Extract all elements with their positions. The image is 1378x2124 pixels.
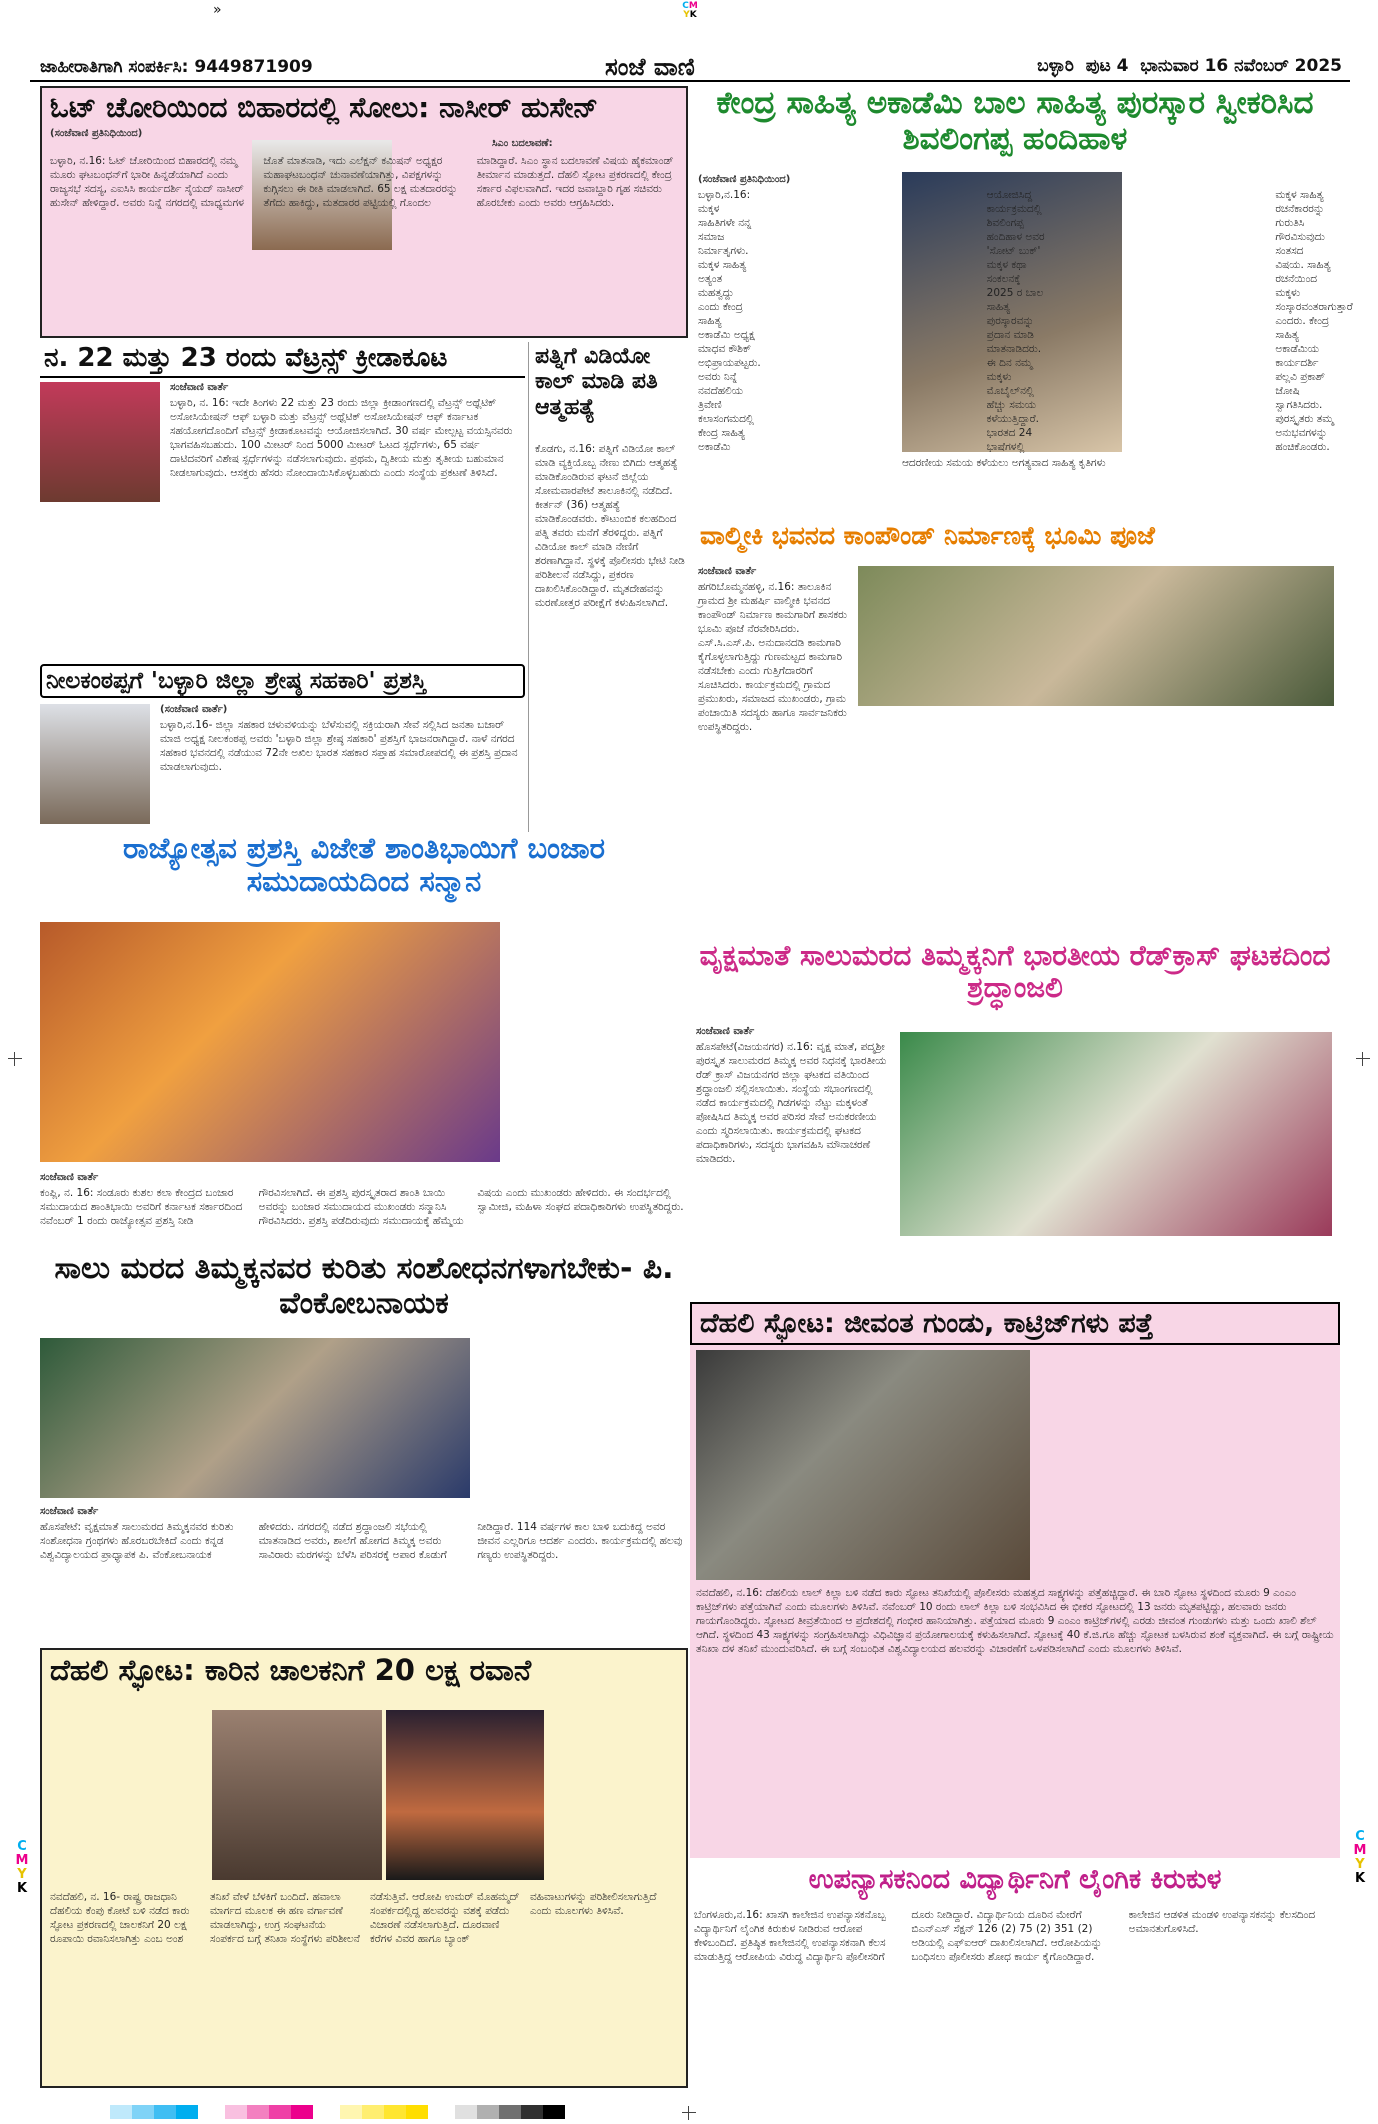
blast-night-photo [386, 1710, 544, 1880]
byline: ಸಂಜೆವಾಣಿ ವಾರ್ತೆ [696, 1026, 755, 1037]
byline: ಸಂಜೆವಾಣಿ ವಾರ್ತೆ [698, 566, 757, 577]
article-delhi-driver-money [40, 1648, 688, 2088]
headline: ದೆಹಲಿ ಸ್ಫೋಟ: ಜೀವಂತ ಗುಂಡು, ಕಾಟ್ರಿಜ್‌ಗಳು ಪತ್ತೆ [690, 1302, 1340, 1345]
article-rajyotsava-award [40, 832, 688, 1250]
article-body: ಹೊಸಪೇಟೆ(ವಿಜಯನಗರ) ನ.16: ವೃಕ್ಷ ಮಾತೆ, ಪದ್ಮಶ್ರೀ ಪುರಸ್ಕೃತ ಸಾಲುಮರದ ತಿಮ್ಮಕ್ಕ ಅವರ ನಿಧನಕ್ಕೆ ಭಾರತೀಯ ರೆಡ್ ಕ್ರಾಸ್ ವಿಜಯನಗರ ಜಿಲ್ಲಾ ಘಟಕದ ವತಿಯಿಂದ ಶ್ರದ್ಧಾಂಜಲಿ ಸಲ್ಲಿಸಲಾಯಿತು. ಸಂಸ್ಥೆಯ ಸಭಾಂಗಣದಲ್ಲಿ ನಡೆದ ಕಾರ್ಯಕ್ರಮದಲ್ಲಿ ಗಿಡಗಳನ್ನು ನೆಟ್ಟು ಮಕ್ಕಳಂತೆ ಪೋಷಿಸಿದ ತಿಮ್ಮಕ್ಕ ಅವರ ಪರಿಸರ ಸೇವೆ ಅನುಕರಣೀಯ ಎಂದು ಸ್ಮರಿಸಲಾಯಿತು. ಕಾರ್ಯಕ್ರಮದಲ್ಲಿ ಘಟಕದ ಪದಾಧಿಕಾರಿಗಳು, ಸದಸ್ಯರು ಭಾಗವಹಿಸಿ ಮೌನಾಚರಣೆ ಮಾಡಿದರು. [696, 1041, 887, 1165]
color-calibration-strip [110, 2104, 630, 2120]
felicitation-photo [40, 922, 500, 1162]
article-body: ನವದೆಹಲಿ, ನ. 16- ರಾಷ್ಟ್ರ ರಾಜಧಾನಿ ದೆಹಲಿಯ ಕೆಂಪು ಕೋಟೆ ಬಳಿ ನಡೆದ ಕಾರು ಸ್ಫೋಟ ಪ್ರಕರಣದಲ್ಲಿ ಚಾಲಕನಿಗೆ 20 ಲಕ್ಷ ರೂಪಾಯಿ ರವಾನಿಸಲಾಗಿತ್ತು ಎಂಬ ಅಂಶ ತನಿಖೆ ವೇಳೆ ಬೆಳಕಿಗೆ ಬಂದಿದೆ. ಹವಾಲಾ ಮಾರ್ಗದ ಮೂಲಕ ಈ ಹಣ ವರ್ಗಾವಣೆ ಮಾಡಲಾಗಿದ್ದು, ಉಗ್ರ ಸಂಘಟನೆಯ ಸಂಪರ್ಕದ ಬಗ್ಗೆ ತನಿಖಾ ಸಂಸ್ಥೆಗಳು ಪರಿಶೀಲನೆ ನಡೆಸುತ್ತಿವೆ. ಆರೋಪಿ ಉಮರ್ ಮೊಹಮ್ಮದ್ ಸಂಪರ್ಕದಲ್ಲಿದ್ದ ಹಲವರನ್ನು ವಶಕ್ಕೆ ಪಡೆದು ವಿಚಾರಣೆ ನಡೆಸಲಾಗುತ್ತಿದೆ. ದೂರವಾಣಿ ಕರೆಗಳ ವಿವರ ಹಾಗೂ ಬ್ಯಾಂಕ್ ವಹಿವಾಟುಗಳನ್ನು ಪರಿಶೀಲಿಸಲಾಗುತ್ತಿದೆ ಎಂದು ಮೂಲಗಳು ತಿಳಿಸಿವೆ. [50, 1891, 657, 1945]
headline: ಪತ್ನಿಗೆ ವಿಡಿಯೋ ಕಾಲ್ ಮಾಡಿ ಪತಿ ಆತ್ಮಹತ್ಯೆ [535, 344, 658, 420]
byline: ಸಂಜೆವಾಣಿ ವಾರ್ತೆ [170, 382, 229, 393]
article-lecturer-harassment [690, 1860, 1340, 2088]
article-valmiki-bhavan [690, 518, 1340, 810]
article-body: ಬೆಂಗಳೂರು,ನ.16: ಖಾಸಗಿ ಕಾಲೇಜಿನ ಉಪನ್ಯಾಸಕನೊಬ್ಬ ವಿದ್ಯಾರ್ಥಿನಿಗೆ ಲೈಂಗಿಕ ಕಿರುಕುಳ ನೀಡಿರುವ ಆರೋಪ ಕೇಳಿಬಂದಿದೆ. ಪ್ರತಿಷ್ಠಿತ ಕಾಲೇಜಿನಲ್ಲಿ ಉಪನ್ಯಾಸಕನಾಗಿ ಕೆಲಸ ಮಾಡುತ್ತಿದ್ದ ಆರೋಪಿಯ ವಿರುದ್ಧ ವಿದ್ಯಾರ್ಥಿನಿ ಪೊಲೀಸರಿಗೆ ದೂರು ನೀಡಿದ್ದಾರೆ. ವಿದ್ಯಾರ್ಥಿನಿಯ ದೂರಿನ ಮೇರೆಗೆ ಬಿಎನ್‌ಎಸ್ ಸೆಕ್ಷನ್ 126 (2) 75 (2) 351 (2) ಅಡಿಯಲ್ಲಿ ಎಫ್‌ಐಆರ್ ದಾಖಲಿಸಲಾಗಿದೆ. ಆರೋಪಿಯನ್ನು ಬಂಧಿಸಲು ಪೊಲೀಸರು ಶೋಧ ಕಾರ್ಯ ಕೈಗೊಂಡಿದ್ದಾರೆ. ಕಾಲೇಜಿನ ಆಡಳಿತ ಮಂಡಳಿ ಉಪನ್ಯಾಸಕನನ್ನು ಕೆಲಸದಿಂದ ಅಮಾನತುಗೊಳಿಸಿದೆ. [694, 1909, 1316, 1963]
headline: ಸಾಲು ಮರದ ತಿಮ್ಮಕ್ಕನವರ ಕುರಿತು ಸಂಶೋಧನಗಳಾಗಬೇಕು- ಪಿ. ವೆಂಕೋಬನಾಯಕ [54, 1251, 674, 1321]
contact-info: ಜಾಹೀರಾತಿಗಾಗಿ ಸಂಪರ್ಕಿಸಿ: 9449871909 [40, 57, 313, 77]
article-body: ನವದೆಹಲಿ, ನ.16: ದೆಹಲಿಯ ಲಾಲ್ ಕಿಲ್ಲಾ ಬಳಿ ನಡೆದ ಕಾರು ಸ್ಫೋಟ ತನಿಖೆಯಲ್ಲಿ ಪೊಲೀಸರು ಮಹತ್ವದ ಸಾಕ್ಷ್ಯಗಳನ್ನು ಪತ್ತೆಹಚ್ಚಿದ್ದಾರೆ. ಈ ಬಾರಿ ಸ್ಫೋಟ ಸ್ಥಳದಿಂದ ಮೂರು 9 ಎಂಎಂ ಕಾಟ್ರಿಜ್‌ಗಳು ಪತ್ತೆಯಾಗಿವೆ ಎಂದು ಮೂಲಗಳು ತಿಳಿಸಿವೆ. ನವೆಂಬರ್ 10 ರಂದು ಲಾಲ್ ಕಿಲ್ಲಾ ಬಳಿ ಸಂಭವಿಸಿದ ಈ ಭೀಕರ ಸ್ಫೋಟದಲ್ಲಿ 13 ಜನರು ಮೃತಪಟ್ಟಿದ್ದು, ಹಲವಾರು ಜನರು ಗಾಯಗೊಂಡಿದ್ದರು. ಸ್ಫೋಟದ ತೀವ್ರತೆಯಿಂದ ಆ ಪ್ರದೇಶದಲ್ಲಿ ಗಂಭೀರ ಹಾನಿಯಾಗಿತ್ತು. ಪತ್ತೆಯಾದ ಮೂರು 9 ಎಂಎಂ ಕಾಟ್ರಿಜ್‌ಗಳಲ್ಲಿ ಎರಡು ಜೀವಂತ ಗುಂಡುಗಳು ಮತ್ತು ಒಂದು ಖಾಲಿ ಶೆಲ್ ಆಗಿದೆ. ಸ್ಥಳದಿಂದ 43 ಸಾಕ್ಷ್ಯಗಳನ್ನು ಸಂಗ್ರಹಿಸಲಾಗಿದ್ದು ವಿಧಿವಿಜ್ಞಾನ ಪ್ರಯೋಗಾಲಯಕ್ಕೆ ಕಳುಹಿಸಲಾಗಿದೆ. ಸ್ಫೋಟಕ್ಕೆ 40 ಕೆ.ಜಿ.ಗೂ ಹೆಚ್ಚು ಸ್ಫೋಟಕ ಬಳಸಿರುವ ಶಂಕೆ ವ್ಯಕ್ತವಾಗಿದೆ. ಈ ಬಗ್ಗೆ ರಾಷ್ಟ್ರೀಯ ತನಿಖಾ ದಳ ತನಿಖೆ ಮುಂದುವರಿಸಿದೆ. ಈ ಬಗ್ಗೆ ಸಂಬಂಧಿತ ವಿಶ್ವವಿದ್ಯಾಲಯದ ಹಲವರನ್ನು ವಿಚಾರಣೆಗೆ ಒಳಪಡಿಸಲಾಗಿದೆ ಎಂದು ಮೂಲಗಳು ತಿಳಿಸಿವೆ. [696, 1587, 1334, 1655]
article-body-a: ಹಗರಿಬೊಮ್ಮನಹಳ್ಳಿ, ನ.16: ತಾಲೂಕಿನ ಗ್ರಾಮದ ಶ್ರೀ ಮಹರ್ಷಿ ವಾಲ್ಮೀಕಿ ಭವನದ ಕಾಂಪೌಂಡ್ ನಿರ್ಮಾಣ ಕಾಮಗಾರಿಗೆ ಶಾಸಕರು ಭೂಮಿ ಪೂಜೆ ನೆರವೇರಿಸಿದರು. ಎಸ್.ಸಿ.ಎಸ್.ಪಿ. ಅನುದಾನದಡಿ ಕಾಮಗಾರಿ ಕೈಗೊಳ್ಳಲಾಗುತ್ತಿದ್ದು ಗುಣಮಟ್ಟದ ಕಾಮಗಾರಿ ನಡೆಸಬೇಕು ಎಂದು ಗುತ್ತಿಗೆದಾರರಿಗೆ ಸೂಚಿಸಿದರು. ಕಾರ್ಯಕ್ರಮದಲ್ಲಿ ಗ್ರಾಮದ ಪ್ರಮುಖರು, ಸಮಾಜದ ಮುಖಂಡರು, ಗ್ರಾಮ ಪಂಚಾಯಿತಿ ಸದಸ್ಯರು ಹಾಗೂ ಸಾರ್ವಜನಿಕರು ಉಪಸ್ಥಿತರಿದ್ದರು. [698, 581, 847, 733]
tribute-photo [900, 1032, 1332, 1236]
article-body: ಬಳ್ಳಾರಿ,ನ.16: ಮಕ್ಕಳ ಸಾಹಿತಿಗಳೇ ನನ್ನ ಸಮಾಜ ನಿರ್ಮಾತೃಗಳು. ಮಕ್ಕಳ ಸಾಹಿತ್ಯ ಅತ್ಯಂತ ಮಹತ್ವದ್ದು ಎಂದು ಕೇಂದ್ರ ಸಾಹಿತ್ಯ ಅಕಾಡೆಮಿ ಅಧ್ಯಕ್ಷ ಮಾಧವ ಕೌಶಿಕ್ ಅಭಿಪ್ರಾಯಪಟ್ಟರು. ಅವರು ನಿನ್ನೆ ನವದೆಹಲಿಯ ತ್ರಿವೇಣಿ ಕಲಾಸಂಗಮದಲ್ಲಿ ಕೇಂದ್ರ ಸಾಹಿತ್ಯ ಅಕಾಡೆಮಿ ಆಯೋಜಿಸಿದ್ದ ಕಾರ್ಯಕ್ರಮದಲ್ಲಿ ಶಿವಲಿಂಗಪ್ಪ ಹಂದಿಹಾಳ ಅವರ 'ಸೋಟ್ ಬುಕ್' ಮಕ್ಕಳ ಕಥಾ ಸಂಕಲನಕ್ಕೆ 2025 ರ ಬಾಲ ಸಾಹಿತ್ಯ ಪುರಸ್ಕಾರವನ್ನು ಪ್ರದಾನ ಮಾಡಿ ಮಾತನಾಡಿದರು. ಈ ದಿನ ನಮ್ಮ ಮಕ್ಕಳು ಮೊಬೈಲ್‌ನಲ್ಲಿ ಹೆಚ್ಚು ಸಮಯ ಕಳೆಯುತ್ತಿದ್ದಾರೆ. ಭಾರತದ 24 ಭಾಷೆಗಳಲ್ಲಿ ಮಕ್ಕಳ ಸಾಹಿತ್ಯ ರಚನೆಕಾರರನ್ನು ಗುರುತಿಸಿ ಗೌರವಿಸುವುದು ಸಂತಸದ ವಿಷಯ. ಸಾಹಿತ್ಯ ರಚನೆಯಿಂದ ಮಕ್ಕಳು ಸಂಸ್ಕಾರವಂತರಾಗುತ್ತಾರೆ ಎಂದರು. ಕೇಂದ್ರ ಸಾಹಿತ್ಯ ಅಕಾಡೆಮಿಯ ಕಾರ್ಯದರ್ಶಿ ಪಲ್ಲವಿ ಪ್ರಕಾಶ್ ಜೋಷಿ ಸ್ವಾಗತಿಸಿದರು. ಪುರಸ್ಕೃತರು ತಮ್ಮ ಅನುಭವಗಳನ್ನು ಹಂಚಿಕೊಂಡರು. [698, 189, 1353, 453]
headline: ನೀಲಕಂಠಪ್ಪಗೆ 'ಬಳ್ಳಾರಿ ಜಿಲ್ಲಾ ಶ್ರೇಷ್ಠ ಸಹಕಾರಿ' ಪ್ರಶಸ್ತಿ [40, 664, 525, 698]
article-redcross-tribute [690, 940, 1340, 1280]
headline: ದೆಹಲಿ ಸ್ಫೋಟ: ಕಾರಿನ ಚಾಲಕನಿಗೆ 20 ಲಕ್ಷ ರವಾನೆ [50, 1653, 532, 1687]
article-best-cooperator [40, 664, 525, 829]
article-body: ಬಳ್ಳಾರಿ, ನ.16: ಓಟ್ ಚೋರಿಯಿಂದ ಬಿಹಾರದಲ್ಲಿ ನಮ್ಮ ಮೂರು ಘಟಬಂಧನ್‌ಗೆ ಭಾರೀ ಹಿನ್ನಡೆಯಾಗಿದೆ ಎಂದು ರಾಜ್ಯಸಭೆ ಸದಸ್ಯ, ಎಐಸಿಸಿ ಕಾರ್ಯದರ್ಶಿ ಸೈಯದ್ ನಾಸೀರ್ ಹುಸೇನ್ ಹೇಳಿದ್ದಾರೆ. ಅವರು ನಿನ್ನೆ ನಗರದಲ್ಲಿ ಮಾಧ್ಯಮಗಳ ಜೊತೆ ಮಾತನಾಡಿ, ಇದು ಎಲೆಕ್ಷನ್ ಕಮಿಷನ್ ಅಧ್ಯಕ್ಷರ ಮಹಾಘಟಬಂಧನ್ ಚುನಾವಣೆಯಾಗಿತ್ತು, ವಿಪಕ್ಷಗಳನ್ನು ಕುಗ್ಗಿಸಲು ಈ ರೀತಿ ಮಾಡಲಾಗಿದೆ. 65 ಲಕ್ಷ ಮತದಾರರನ್ನು ತೆಗೆದು ಹಾಕಿದ್ದು, ಮತದಾರರ ಪಟ್ಟಿಯಲ್ಲಿ ಗೊಂದಲ ಮಾಡಿದ್ದಾರೆ. ಸಿಎಂ ಸ್ಥಾನ ಬದಲಾವಣೆ ವಿಷಯ ಹೈಕಮಾಂಡ್ ತೀರ್ಮಾನ ಮಾಡುತ್ತದೆ. ದೆಹಲಿ ಸ್ಫೋಟ ಪ್ರಕರಣದಲ್ಲಿ ಕೇಂದ್ರ ಸರ್ಕಾರ ವಿಫಲವಾಗಿದೆ. ಇದರ ಜವಾಬ್ದಾರಿ ಗೃಹ ಸಚಿವರು ಹೊರಬೇಕು ಎಂದು ಅವರು ಆಗ್ರಹಿಸಿದರು. [50, 155, 674, 209]
headline: ವೃಕ್ಷಮಾತೆ ಸಾಲುಮರದ ತಿಮ್ಮಕ್ಕನಿಗೆ ಭಾರತೀಯ ರೆಡ್‌ಕ್ರಾಸ್ ಘಟಕದಿಂದ ಶ್ರದ್ಧಾಂಜಲಿ [699, 939, 1331, 1005]
portrait-photo [40, 382, 160, 502]
article-delhi-cartridges [690, 1302, 1340, 1858]
cmyk-marker-left: C M Y K [15, 1839, 29, 1896]
byline: (ಸಂಜೆವಾಣಿ ವಾರ್ತೆ) [160, 704, 228, 715]
headline: ನ. 22 ಮತ್ತು 23 ರಂದು ವೆಟ್ರನ್ಸ್ ಕ್ರೀಡಾಕೂಟ [40, 342, 525, 378]
article-body: ಕಂಪ್ಲಿ, ನ. 16: ಸಂಡೂರು ಕುಶಲ ಕಲಾ ಕೇಂದ್ರದ ಬಂಜಾರ ಸಮುದಾಯದ ಶಾಂತಿಭಾಯಿ ಅವರಿಗೆ ಕರ್ನಾಟಕ ಸರ್ಕಾರದಿಂದ ನವೆಂಬರ್ 1 ರಂದು ರಾಜ್ಯೋತ್ಸವ ಪ್ರಶಸ್ತಿ ನೀಡಿ ಗೌರವಿಸಲಾಗಿದೆ. ಈ ಪ್ರಶಸ್ತಿ ಪುರಸ್ಕೃತರಾದ ಶಾಂತಿ ಬಾಯಿ ಅವರನ್ನು ಬಂಜಾರ ಸಮುದಾಯದ ಮುಖಂಡರು ಸನ್ಮಾನಿಸಿ ಗೌರವಿಸಿದರು. ಪ್ರಶಸ್ತಿ ಪಡೆದಿರುವುದು ಸಮುದಾಯಕ್ಕೆ ಹೆಮ್ಮೆಯ ವಿಷಯ ಎಂದು ಮುಖಂಡರು ಹೇಳಿದರು. ಈ ಸಂದರ್ಭದಲ್ಲಿ ಸ್ವಾಮೀಜಿ, ಮಹಿಳಾ ಸಂಘದ ಪದಾಧಿಕಾರಿಗಳು ಉಪಸ್ಥಿತರಿದ್ದರು. [40, 1187, 684, 1227]
group-photo [40, 1338, 470, 1498]
cmyk-marker-top: CM YK [682, 1, 698, 20]
byline: (ಸಂಜೆವಾಣಿ ಪ್ರತಿನಿಧಿಯಿಂದ) [698, 174, 791, 185]
headline: ಕೇಂದ್ರ ಸಾಹಿತ್ಯ ಅಕಾಡೆಮಿ ಬಾಲ ಸಾಹಿತ್ಯ ಪುರಸ್ಕಾರ ಸ್ವೀಕರಿಸಿದ ಶಿವಲಿಂಗಪ್ಪ ಹಂದಿಹಾಳ [716, 85, 1314, 157]
masthead-logo: ಸಂಜೆ ವಾಣಿ [605, 52, 695, 81]
byline: ಸಂಜೆವಾಣಿ ವಾರ್ತೆ [40, 1172, 99, 1183]
article-sahitya-award [690, 84, 1353, 516]
article-vote-theft [40, 86, 688, 338]
article-thimmakka-research [40, 1252, 688, 1622]
byline: ಸಂಜೆವಾಣಿ ವಾರ್ತೆ [40, 1506, 99, 1517]
article-veterans-sports [40, 342, 525, 662]
headline: ವಾಲ್ಮೀಕಿ ಭವನದ ಕಾಂಪೌಂಡ್ ನಿರ್ಮಾಣಕ್ಕೆ ಭೂಮಿ ಪೂಜೆ [700, 521, 1155, 550]
masthead-dateline: ಬಳ್ಳಾರಿ ಪುಟ 4 ಭಾನುವಾರ 16 ನವೆಂಬರ್ 2025 [1037, 56, 1342, 76]
article-body: ಕೊಡಗು, ನ.16: ಪತ್ನಿಗೆ ವಿಡಿಯೋ ಕಾಲ್ ಮಾಡಿ ವ್ಯಕ್ತಿಯೊಬ್ಬ ನೇಣು ಬಿಗಿದು ಆತ್ಮಹತ್ಯೆ ಮಾಡಿಕೊಂಡಿರುವ ಘಟನೆ ಜಿಲ್ಲೆಯ ಸೋಮವಾರಪೇಟೆ ತಾಲೂಕಿನಲ್ಲಿ ನಡೆದಿದೆ. ಕೀರ್ತನ್ (36) ಆತ್ಮಹತ್ಯೆ ಮಾಡಿಕೊಂಡವರು. ಕೌಟುಂಬಿಕ ಕಲಹದಿಂದ ಪತ್ನಿ ತವರು ಮನೆಗೆ ತೆರಳಿದ್ದರು. ಪತ್ನಿಗೆ ವಿಡಿಯೋ ಕಾಲ್ ಮಾಡಿ ನೇಣಿಗೆ ಶರಣಾಗಿದ್ದಾನೆ. ಸ್ಥಳಕ್ಕೆ ಪೊಲೀಸರು ಭೇಟಿ ನೀಡಿ ಪರಿಶೀಲನೆ ನಡೆಸಿದ್ದು, ಪ್ರಕರಣ ದಾಖಲಿಸಿಕೊಂಡಿದ್ದಾರೆ. ಮೃತದೇಹವನ್ನು ಮರಣೋತ್ತರ ಪರೀಕ್ಷೆಗೆ ಕಳುಹಿಸಲಾಗಿದೆ. [535, 443, 685, 609]
article-body: ಬಳ್ಳಾರಿ, ನ. 16: ಇದೇ ತಿಂಗಳು 22 ಮತ್ತು 23 ರಂದು ಜಿಲ್ಲಾ ಕ್ರೀಡಾಂಗಣದಲ್ಲಿ ವೆಟ್ರನ್ಸ್ ಅಥ್ಲೆಟಿಕ್ ಅಸೋಸಿಯೇಷನ್ ಆಫ್ ಬಳ್ಳಾರಿ ಮತ್ತು ವೆಟ್ರನ್ಸ್ ಅಥ್ಲೆಟಿಕ್ ಅಸೋಸಿಯೇಷನ್ ಆಫ್ ಕರ್ನಾಟಕ ಸಹಯೋಗದೊಂದಿಗೆ ವೆಟ್ರನ್ಸ್ ಕ್ರೀಡಾಕೂಟವನ್ನು ಆಯೋಜಿಸಲಾಗಿದೆ. 30 ವರ್ಷ ಮೇಲ್ಪಟ್ಟ ವಯಸ್ಸಿನವರು ಭಾಗವಹಿಸಬಹುದು. 100 ಮೀಟರ್ ನಿಂದ 5000 ಮೀಟರ್ ಓಟದ ಸ್ಪರ್ಧೆಗಳು, 65 ವರ್ಷ ದಾಟಿದವರಿಗೆ ವಿಶೇಷ ಸ್ಪರ್ಧೆಗಳನ್ನು ನಡೆಸಲಾಗುವುದು. ಪ್ರಥಮ, ದ್ವಿತೀಯ ಮತ್ತು ತೃತೀಯ ಬಹುಮಾನ ನೀಡಲಾಗುವುದು. ಆಸಕ್ತರು ಹೆಸರು ನೋಂದಾಯಿಸಿಕೊಳ್ಳಬಹುದು ಎಂದು ಸಂಸ್ಥೆಯ ಪ್ರಕಟಣೆ ತಿಳಿಸಿದೆ. [170, 397, 513, 479]
article-body: ಬಳ್ಳಾರಿ,ನ.16- ಜಿಲ್ಲಾ ಸಹಕಾರ ಚಳುವಳಿಯನ್ನು ಬೆಳೆಸುವಲ್ಲಿ ಸಕ್ರಿಯರಾಗಿ ಸೇವೆ ಸಲ್ಲಿಸಿದ ಜನತಾ ಬಜಾರ್ ಮಾಜಿ ಅಧ್ಯಕ್ಷ ನೀಲಕಂಠಪ್ಪ ಅವರು 'ಬಳ್ಳಾರಿ ಜಿಲ್ಲಾ ಶ್ರೇಷ್ಠ ಸಹಕಾರಿ' ಪ್ರಶಸ್ತಿಗೆ ಭಾಜನರಾಗಿದ್ದಾರೆ. ನಾಳೆ ನಗರದ ಸಹಕಾರ ಭವನದಲ್ಲಿ ನಡೆಯುವ 72ನೇ ಅಖಿಲ ಭಾರತ ಸಹಕಾರ ಸಪ್ತಾಹ ಸಮಾರೋಪದಲ್ಲಿ ಈ ಪ್ರಶಸ್ತಿ ಪ್ರದಾನ ಮಾಡಲಾಗುವುದು. [160, 719, 518, 773]
article-video-call-suicide [528, 342, 688, 832]
photo-caption: ಆದರಣೀಯ ಸಮಯ ಕಳೆಯಲು ಅಗತ್ಯವಾದ ಸಾಹಿತ್ಯ ಕೃತಿಗಳು [902, 457, 1106, 469]
registration-mark [8, 1052, 22, 1066]
accused-photo [212, 1710, 382, 1880]
blast-site-photo [696, 1350, 1030, 1580]
masthead [30, 52, 1350, 82]
headline: ರಾಜ್ಯೋತ್ಸವ ಪ್ರಶಸ್ತಿ ವಿಜೇತೆ ಶಾಂತಿಭಾಯಿಗೆ ಬಂಜಾರ ಸಮುದಾಯದಿಂದ ಸನ್ಮಾನ [122, 831, 606, 899]
ceremony-photo [858, 566, 1334, 706]
subhead: ಸಿಎಂ ಬದಲಾವಣೆ: [492, 138, 553, 149]
cmyk-marker-right: C M Y K [1353, 1829, 1367, 1886]
article-body: ಹೊಸಪೇಟೆ: ವೃಕ್ಷಮಾತೆ ಸಾಲುಮರದ ತಿಮ್ಮಕ್ಕನವರ ಕುರಿತು ಸಂಶೋಧನಾ ಗ್ರಂಥಗಳು ಹೊರಬರಬೇಕಿದೆ ಎಂದು ಕನ್ನಡ ವಿಶ್ವವಿದ್ಯಾಲಯದ ಪ್ರಾಧ್ಯಾಪಕ ಪಿ. ವೆಂಕೋಬನಾಯಕ ಹೇಳಿದರು. ನಗರದಲ್ಲಿ ನಡೆದ ಶ್ರದ್ಧಾಂಜಲಿ ಸಭೆಯಲ್ಲಿ ಮಾತನಾಡಿದ ಅವರು, ಶಾಲೆಗೆ ಹೋಗದ ತಿಮ್ಮಕ್ಕ ಅವರು ಸಾವಿರಾರು ಮರಗಳನ್ನು ಬೆಳೆಸಿ ಪರಿಸರಕ್ಕೆ ಅಪಾರ ಕೊಡುಗೆ ನೀಡಿದ್ದಾರೆ. 114 ವರ್ಷಗಳ ಕಾಲ ಬಾಳಿ ಬದುಕಿದ್ದ ಅವರ ಜೀವನ ಎಲ್ಲರಿಗೂ ಆದರ್ಶ ಎಂದರು. ಕಾರ್ಯಕ್ರಮದಲ್ಲಿ ಹಲವು ಗಣ್ಯರು ಉಪಸ್ಥಿತರಿದ್ದರು. [40, 1521, 683, 1561]
page-marker: » [213, 2, 222, 18]
headline: ಉಪನ್ಯಾಸಕನಿಂದ ವಿದ್ಯಾರ್ಥಿನಿಗೆ ಲೈಂಗಿಕ ಕಿರುಕುಳ [808, 1864, 1222, 1895]
byline: (ಸಂಜೆವಾಣಿ ಪ್ರತಿನಿಧಿಯಿಂದ) [50, 128, 143, 140]
registration-mark [682, 2106, 696, 2120]
headline: ಓಟ್ ಚೋರಿಯಿಂದ ಬಿಹಾರದಲ್ಲಿ ಸೋಲು: ನಾಸೀರ್ ಹುಸೇನ್ [50, 91, 599, 124]
registration-mark [1356, 1052, 1370, 1066]
portrait-photo [40, 704, 150, 824]
